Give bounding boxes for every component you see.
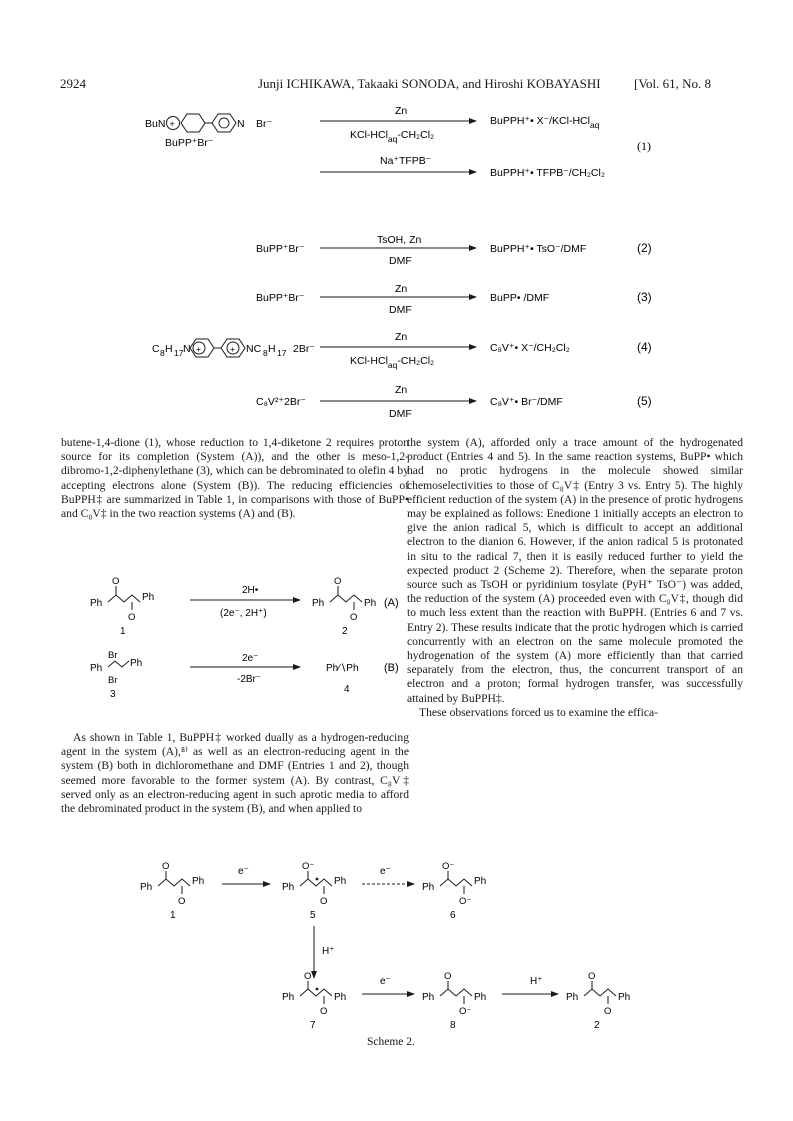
- svg-text:C: C: [152, 343, 160, 355]
- svg-text:5: 5: [310, 910, 316, 921]
- svg-text:Ph: Ph: [142, 592, 155, 603]
- right-paragraph-1: the system (A), afforded only a trace amount of the hydrogenated product (Entries 4 and 5). In the same reaction systems, BuPP• which had no protic hydrogens in the molecule showed similar chemoselectivities to those of C₈V‡ (Entry 3 vs. Entry 5). The highly efficient reduction of the system (A) in the presence of protic hydrogens may be explained as follows: Enedione 1 initially accepts an electron to give the anion radical 5, which is difficult to accept an additional electron to the dianion 6. However, if the anion radical 5 is protonated in situ to the radical 7, then it is easily reduced further to yield the expected product 2 (Scheme 2). Therefore, when the separate proton source such as TsOH or pyridinium tosylate (PyH⁺ TsO⁻) was added, the reduction of the system (A) proceeded even with C₈V‡, though did to much less extent than the reaction with BuPPH. (Entries 6 and 7 vs. Entry 2). These results indicate that the protic hydrogen which is carried concurrently with an electron on the same molecule promoted the hydrogenation of the system (A) more efficiently than that carried separately from the electron, thus, the concurrent transport of an electron and a proton; formal hydrogen transfer, was successfully attained by BuPPH‡.: [407, 436, 743, 705]
- eq5-reagent: Zn: [395, 384, 408, 396]
- b-bottom-reagent: -2Br⁻: [237, 674, 262, 685]
- eq3-reactant: BuPP⁺Br⁻: [256, 292, 305, 304]
- right-column: [407, 436, 743, 720]
- scheme2-compound-2: [566, 971, 630, 1030]
- svg-text:+: +: [230, 344, 235, 354]
- compound-3-label: 3: [110, 689, 116, 700]
- scheme2-compound-6: [422, 861, 486, 921]
- eq4-product: C₈V⁺• X⁻/CH₂Cl₂: [490, 342, 570, 354]
- eq1-number: (1): [637, 139, 651, 153]
- svg-text:Ph: Ph: [334, 876, 347, 887]
- svg-text:17: 17: [277, 348, 287, 358]
- svg-text:Ph: Ph: [90, 663, 103, 674]
- svg-text:O⁻: O⁻: [302, 861, 315, 872]
- svg-text:Ph: Ph: [422, 992, 435, 1003]
- svg-text:Ph: Ph: [90, 598, 103, 609]
- equations-figure: [0, 0, 793, 430]
- svg-text:O⁻: O⁻: [459, 1006, 472, 1017]
- eq2-reactant: BuPP⁺Br⁻: [256, 243, 305, 255]
- scheme-ab: [60, 570, 410, 720]
- svg-text:+: +: [196, 344, 201, 354]
- eq1-bottom-product: BuPPH⁺• TFPB⁻/CH₂Cl₂: [490, 167, 605, 179]
- svg-text:H: H: [268, 343, 276, 355]
- svg-text:Br: Br: [108, 675, 118, 686]
- compound-2-label: 2: [342, 626, 348, 637]
- svg-text:Ph: Ph: [130, 658, 143, 669]
- scheme2-caption: Scheme 2.: [367, 1036, 415, 1048]
- eq3-solvent: DMF: [389, 304, 412, 316]
- eq5-number: (5): [637, 394, 652, 408]
- eq3-number: (3): [637, 290, 652, 304]
- eq3-product: BuPP• /DMF: [490, 292, 550, 304]
- svg-text:Ph: Ph: [618, 992, 631, 1003]
- svg-text:Ph: Ph: [312, 598, 325, 609]
- compound-3-structure: [90, 650, 142, 700]
- bupp-structure: [145, 114, 245, 132]
- eq1-top-product: BuPPH⁺• X⁻/KCl-HCl$_{aq}$: [490, 115, 600, 130]
- eq4-reagent: Zn: [395, 331, 408, 343]
- eq5-product: C₈V⁺• Br⁻/DMF: [490, 396, 563, 408]
- compound-1-structure: [90, 576, 154, 637]
- svg-text:8: 8: [450, 1020, 456, 1030]
- right-paragraph-2: These observations forced us to examine the effica-: [419, 705, 658, 719]
- left-paragraph-2: As shown in Table 1, BuPPH‡ worked dually as a hydrogen-reducing agent in the system (A),⁸⁾ as well as an electron-reducing agent in the system (B) both in dichloromethane and DMF (Entries 1 and 2), though seemed more favorable to the former system (A). By contrast, C₈V‡ served only as an electron-reducing agent in such aprotic media to afford the debrominated product in the system (B), and when applied to: [61, 731, 409, 816]
- svg-text:O: O: [178, 896, 186, 907]
- svg-text:O: O: [334, 576, 342, 587]
- a-top-reagent: 2H•: [242, 585, 259, 596]
- eq1-reactant-br: Br⁻: [256, 118, 273, 130]
- eq4-condition: KCl-HCl$_{aq}$-CH₂Cl₂: [350, 355, 435, 370]
- scheme-2: [130, 860, 690, 1030]
- eq2-reagent: TsOH, Zn: [377, 234, 422, 246]
- b-label: (B): [384, 662, 399, 674]
- svg-text:N: N: [237, 118, 245, 130]
- svg-text:2: 2: [594, 1020, 600, 1030]
- svg-text:1: 1: [170, 910, 176, 921]
- eq1-top-condition: KCl-HCl$_{aq}$-CH₂Cl₂: [350, 129, 435, 144]
- scheme2-e-2: e⁻: [380, 866, 391, 877]
- svg-text:Ph: Ph: [566, 992, 579, 1003]
- left-column: [61, 436, 409, 521]
- scheme2-compound-5: [282, 861, 346, 921]
- svg-text:O⁻: O⁻: [442, 861, 455, 872]
- svg-text:O: O: [444, 971, 452, 982]
- compound-1-label: 1: [120, 626, 126, 637]
- stilbene-structure: Ph∕∖Ph: [326, 663, 359, 674]
- running-authors: Junji ICHIKAWA, Takaaki SONODA, and Hiroshi KOBAYASHI: [258, 76, 601, 91]
- svg-text:O: O: [128, 612, 136, 623]
- svg-text:H: H: [165, 343, 173, 355]
- eq2-solvent: DMF: [389, 255, 412, 267]
- scheme2-compound-7: [282, 971, 346, 1030]
- svg-text:O: O: [320, 896, 328, 907]
- eq4-number: (4): [637, 340, 652, 354]
- c8v-structure: [152, 339, 287, 358]
- svg-text:NC: NC: [246, 343, 262, 355]
- svg-text:O: O: [604, 1006, 612, 1017]
- svg-text:N: N: [183, 343, 191, 355]
- svg-text:17: 17: [174, 348, 184, 358]
- eq3-reagent: Zn: [395, 283, 408, 295]
- svg-text:Ph: Ph: [364, 598, 377, 609]
- scheme2-compound-8: [422, 971, 486, 1030]
- svg-text:Ph: Ph: [422, 882, 435, 893]
- svg-text:8: 8: [160, 348, 165, 358]
- svg-text:O: O: [350, 612, 358, 623]
- compound-4-label: 4: [344, 684, 350, 695]
- svg-text:Ph: Ph: [192, 876, 205, 887]
- compound-2-structure: [312, 576, 376, 637]
- scheme2-h-1: H⁺: [322, 946, 335, 957]
- eq5-solvent: DMF: [389, 408, 412, 420]
- svg-text:Ph: Ph: [474, 992, 487, 1003]
- svg-text:BuN: BuN: [145, 118, 166, 130]
- eq5-reactant: C₈V²⁺2Br⁻: [256, 396, 306, 408]
- svg-text:7: 7: [310, 1020, 316, 1030]
- eq2-number: (2): [637, 241, 652, 255]
- page-number: 2924: [60, 76, 86, 91]
- eq1-reactant-label: BuPP⁺Br⁻: [165, 137, 214, 149]
- scheme2-e-1: e⁻: [238, 866, 249, 877]
- b-top-reagent: 2e⁻: [242, 653, 259, 664]
- svg-text:Ph: Ph: [474, 876, 487, 887]
- svg-text:O: O: [162, 861, 170, 872]
- scheme2-e-3: e⁻: [380, 976, 391, 987]
- svg-text:6: 6: [450, 910, 456, 921]
- svg-text:8: 8: [263, 348, 268, 358]
- svg-text:+: +: [169, 119, 175, 129]
- svg-text:O: O: [320, 1006, 328, 1017]
- left-column-lower: [61, 731, 409, 816]
- scheme2-compound-1: [140, 861, 204, 921]
- svg-text:Ph: Ph: [140, 882, 153, 893]
- a-label: (A): [384, 597, 399, 609]
- scheme2-h-2: H⁺: [530, 976, 543, 987]
- svg-text:O: O: [588, 971, 596, 982]
- svg-text:Ph: Ph: [282, 992, 295, 1003]
- svg-text:Ph: Ph: [282, 882, 295, 893]
- volume-info: [Vol. 61, No. 8: [634, 76, 712, 91]
- a-bottom-reagent: (2e⁻, 2H⁺): [220, 608, 267, 619]
- svg-text:O: O: [112, 576, 120, 587]
- eq2-product: BuPPH⁺• TsO⁻/DMF: [490, 243, 587, 255]
- left-paragraph-1: butene-1,4-dione (1), whose reduction to 1,4-diketone 2 requires proton source for its completion (System (A)), and the other is meso-1,2-dibromo-1,2-diphenylethane (3), which can be debrominated to olefin 4 by accepting electrons alone (System (B)). The reducing efficiencies of BuPPH‡ are summarized in Table 1, in comparisons with those of BuPP• and C₈V‡ in the two reaction systems (A) and (B).: [61, 436, 409, 521]
- eq1-bottom-reagent: Na⁺TFPB⁻: [380, 155, 432, 167]
- eq1-top-reagent: Zn: [395, 105, 408, 117]
- svg-text:Br: Br: [108, 650, 118, 661]
- svg-text:Ph: Ph: [334, 992, 347, 1003]
- eq4-reactant-tail: 2Br⁻: [293, 343, 315, 355]
- svg-text:O⁻: O⁻: [459, 896, 472, 907]
- svg-text:O: O: [304, 971, 312, 982]
